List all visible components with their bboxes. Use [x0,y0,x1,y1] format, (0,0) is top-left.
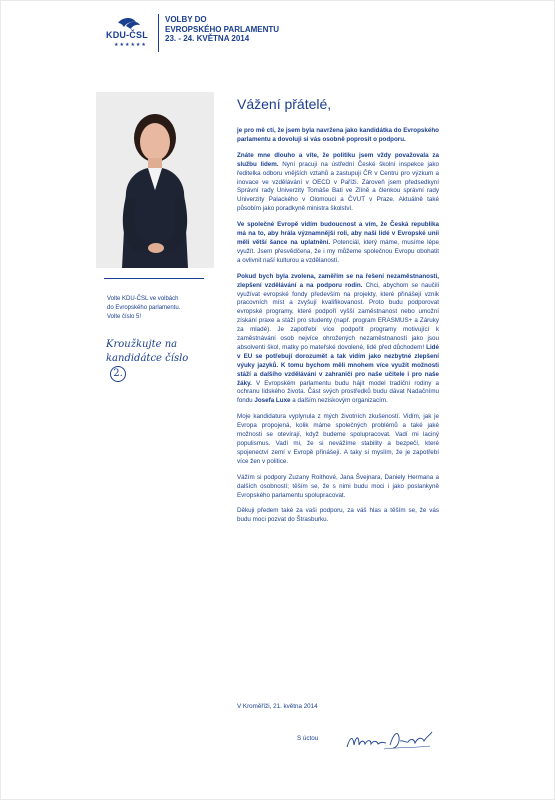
sidebar-vote-call [107,295,232,322]
paragraph-text: V Evropském parlamentu budu hájit model tradiční rodiny a ochranu lidského života. Část svých prostředků budu dávat Nadačnímu fondu [237,379,439,405]
election-title-line: EVROPSKÉHO PARLAMENTU [165,24,280,34]
paragraph-lead: Pokud bych byla zvolena, zaměřím se na řešení nezaměstnanosti, zlepšení vzdělávání a na podporu rodin. [237,272,439,289]
paragraph-text: Potenciál, který máme, musíme lépe využít. Jsem přesvědčena, že i my můžeme společnou Evropu obohatit a ovlivnit naší kulturou a vzdělaností. [237,238,439,264]
paragraph-lead: Ve společné Evropě vidím budoucnost a vím, že Česká republika má na to, aby hrála významnější roli, aby naši lidé v Evropské unii měli větší šance na uplatnění. [237,221,439,246]
header-divider [158,14,159,52]
signature-image [344,727,436,753]
script-line: kandidátce číslo [106,353,189,364]
place-date: V Kroměříži, 21. května 2014 [237,703,318,710]
candidate-photo [96,92,214,268]
letter-greeting: Vážení přátelé, [237,96,332,112]
paragraph-emphasis: Lidé v EU se potřebují dorozumět a tak vidím jako nezbytné zlepšení výuky jazyků. K tomu bychom měli mnohem více využít možnosti stáží a dalšího vzdělávání v zahraničí pro naše učitele i pro naše žáky. [237,343,439,387]
letter-body [237,127,439,532]
paragraph-text: Chci, abychom se naučili využívat evropské fondy především na projekty, které přinášejí vznik pracovních míst a zvyšují kvalifikovanost. Proto budu podporovat evropské programy, které podpoří vyšší zaměstnanost nebo umožní získání praxe a stáží pro studenty (např. program ERASMUS+ a Záruky za mladé). Je zapotřebí více podpořit programy motivující k zaměstnávání osob nejvíce ohrožených nezaměstnaností jako jsou absolventi škol, matky po mateřské dovolené, lidé před důchodem! [237,281,439,351]
election-title-line: 23. - 24. KVĚTNA 2014 [165,34,250,43]
paragraph-text: a dalším neziskovým organizacím. [292,397,388,405]
script-line: Kroužkujte na [106,339,178,350]
closing-regards: S úctou [297,735,319,742]
paragraph-text: Nyní pracuji na ústřední České školní inspekce jako ředitelka odboru vnějších vztahů a zastupuji ČR v Centru pro výzkum a inovace ve vzdělávání v OECD v Paříži. Zároveň jsem předsedkyní Správní rady Univerzity Tomáše Bati ve Zlíně a členkou správní rady Univerzity Palackého v Olomouci a ČVUT v Praze. Aktuálně také působím jako poradkyně ministra školství. [237,160,439,213]
election-title-line: VOLBY DO [165,15,207,24]
letter-paragraph [237,152,439,214]
sidebar-line: do Evropského parlamentu. [107,305,181,311]
sidebar-script-callout [106,338,188,382]
candidate-number-circle: 2. [110,366,126,382]
foundation-name: Josefa Luxe [254,397,291,405]
sidebar-line: Volte číslo 5! [107,314,142,320]
letter-paragraph: Moje kandidatura vyplynula z mých životních zkušeností. Vidím, jak je Evropa propojená, kolik máme společných problémů a také jaké možnosti se otevírají, když budeme spolupracovat. Vadí mi laciný populismus. Vadí mi, že si nevážíme stability a bezpečí, které spojenectví zemí v Evropě přinášejí. A taky si myslím, že je zapotřebí více žen v politice. [237,413,439,465]
election-title [165,15,279,44]
paragraph-lead: Znáte mne dlouho a víte, že politiku jsem vždy považovala za službu lidem. [237,151,439,168]
sidebar-rule [104,278,204,279]
letter-paragraph [237,273,439,407]
letter-paragraph: je pro mě ctí, že jsem byla navržena jako kandidátka do Evropského parlamentu a dovoluji si vás osobně poprosit o podporu. [237,127,439,143]
logo-stars-icon: ★★★★★★ [114,42,147,48]
logo-wordmark: KDU-ČSL [106,30,148,40]
letter-paragraph [237,221,439,266]
letter-paragraph: Vážím si podpory Zuzany Roithové, Jana Švejnara, Daniely Hermana a dalších osobností; těším se, že s nimi budu moci i jako poslankyně Evropského parlamentu spolupracovat. [237,473,439,499]
sidebar-line: Volte KDU-ČSL ve volbách [107,296,179,302]
letter-paragraph: Děkuji předem také za vaši podporu, za váš hlas a těším se, že vás budu moci pozvat do Štrasburku. [237,507,439,524]
